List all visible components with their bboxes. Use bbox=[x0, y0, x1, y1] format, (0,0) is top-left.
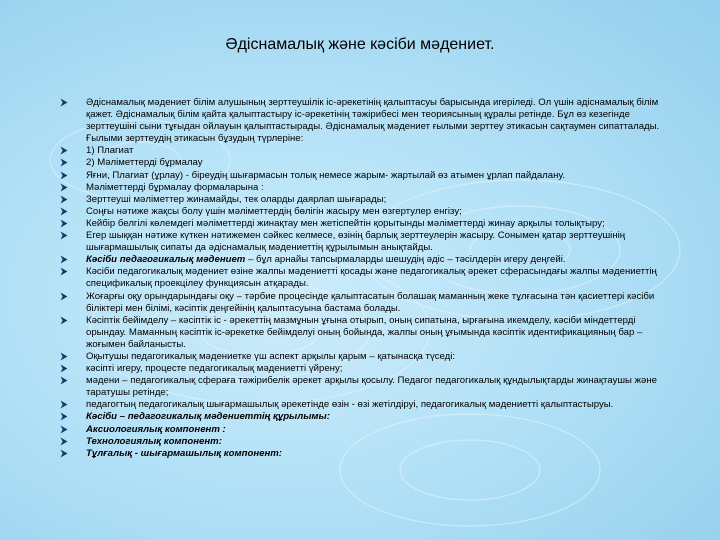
list-item-text: Әдіснамалық мәдениет білім алушының зерттеушілік іс-әрекетінің қалыптасуы барысында игеріледі. Ол үшін әдіснамалық білім қажет. Әдіснамалық білім қайта қалыптастыру іс-әрекетінің тәжірибесі мен теориясының құралы ретінде. Бұл өз кезегінде зерттеушіні сыни тұғыдан ойлауын қалыптастырады. Әдіснамалық мәдениет ғылыми зерттеу этикасын сақтаумен сипатталады. Ғылыми зерттеудің этикасын бұзудың түрлеріне: bbox=[86, 97, 660, 145]
arrow-bullet-icon bbox=[60, 352, 68, 361]
arrow-bullet-icon bbox=[60, 219, 68, 228]
arrow-bullet-icon bbox=[60, 292, 68, 301]
arrow-bullet-icon bbox=[60, 316, 68, 325]
list-item-text: кәсіпті игеру, процесте педагогикалық мәдениетті үйрену; bbox=[86, 363, 343, 375]
list-item-text: Аксиологиялық компонент : bbox=[86, 423, 226, 435]
list-item-text: Оқытушы педагогикалық мәдениетке үш аспект арқылы қарым – қатынасқа түседі: bbox=[86, 350, 456, 362]
list-item-text: Мәліметтерді бұрмалау формаларына : bbox=[86, 181, 264, 193]
list-item-text: Соңғы нәтиже жақсы болу үшін мәліметтердің бөлігін жасыру мен өзгертулер енгізу; bbox=[86, 205, 462, 217]
list-item-text: Технологиялық компонент: bbox=[86, 435, 222, 447]
list-item bbox=[60, 230, 670, 254]
arrow-bullet-icon bbox=[60, 171, 68, 180]
arrow-bullet-icon bbox=[60, 146, 68, 155]
arrow-bullet-icon bbox=[60, 437, 68, 446]
arrow-bullet-icon bbox=[60, 98, 68, 107]
arrow-bullet-icon bbox=[60, 376, 68, 385]
arrow-bullet-icon bbox=[60, 449, 68, 458]
list-item-text: педагогтың педагогикалық шығармашылық әрекетінде өзін - өзі жетілдіруі, педагогикалық мәдениетті қалыптастыруы. bbox=[86, 399, 614, 411]
arrow-bullet-icon bbox=[60, 412, 68, 421]
list-item bbox=[60, 363, 670, 375]
arrow-bullet-icon bbox=[60, 158, 68, 167]
list-item-text: Кәсіптік бейімделу – кәсіптік іс - әрекеттің мазмұнын ұғына отырып, оның сипатына, ырғағына икемделу, кәсіби міндеттерді орындау. Маманның кәсіптік іс-әрекетке бейімделуі оның бойында, жалпы оның ұғымында кәсіптік идентификацияның бар – жоғымен байланысты. bbox=[86, 314, 643, 350]
arrow-bullet-icon bbox=[60, 195, 68, 204]
list-item bbox=[60, 351, 670, 363]
bullet-list bbox=[60, 97, 670, 460]
list-item bbox=[60, 266, 670, 290]
list-item-text: Жоғарғы оқу орындарындағы оқу – тәрбие процесінде қалыптасатын болашақ маманның жеке тұлғасына тән қасиеттері кәсіби біліктері мен білімі, кәсіптік деңгейінің қалыптасуына бастама болады. bbox=[86, 290, 655, 314]
list-item-text: Кәсіби педагогикалық мәдениет bbox=[86, 254, 246, 266]
arrow-bullet-icon bbox=[60, 364, 68, 373]
list-item bbox=[60, 291, 670, 315]
list-item bbox=[60, 411, 670, 423]
list-item bbox=[60, 218, 670, 230]
arrow-bullet-icon bbox=[60, 267, 68, 276]
list-item bbox=[60, 315, 670, 351]
arrow-bullet-icon bbox=[60, 183, 68, 192]
list-item-text: Яғни, Плагиат (ұрлау) - біреудің шығармасын толық немесе жарым- жартылай өз атымен ұрлап пайдалану. bbox=[86, 169, 565, 181]
list-item bbox=[60, 448, 670, 460]
slide-title: Әдіснамалық және кәсіби мәдениет. bbox=[225, 36, 495, 53]
list-item bbox=[60, 145, 670, 157]
list-item bbox=[60, 194, 670, 206]
arrow-bullet-icon bbox=[60, 207, 68, 216]
list-item bbox=[60, 436, 670, 448]
list-item bbox=[60, 375, 670, 399]
list-item-text-tail: – бұл арнайы тапсырмаларды шешудің әдіс – тәсілдерін игеру деңгейі. bbox=[245, 254, 566, 266]
list-item bbox=[60, 424, 670, 436]
list-item-text: Тұлғалық - шығармашылық компонент: bbox=[86, 447, 282, 459]
list-item bbox=[60, 157, 670, 169]
list-item bbox=[60, 399, 670, 411]
list-item-text: Егер шыққан нәтиже күткен нәтижемен сәйкес келмесе, өзінің барлық зерттеулерін жасыру. Сонымен қатар зерттеушінің шығармашылық сипаты да әдіснамалық мәдениеттің құрылымын анықтайды. bbox=[86, 230, 626, 254]
list-item-text: Кәсіби – педагогикалық мәдениеттің құрылымы: bbox=[86, 411, 330, 423]
arrow-bullet-icon bbox=[60, 425, 68, 434]
arrow-bullet-icon bbox=[60, 400, 68, 409]
list-item-text: мәдени – педагогикалық сфераға тәжірибелік әрекет арқылы қосылу. Педагог педагогикалық құндылықтарды жинақтаушы және таратушы ретінде; bbox=[86, 375, 658, 399]
list-item bbox=[60, 97, 670, 145]
list-item bbox=[60, 254, 670, 266]
arrow-bullet-icon bbox=[60, 255, 68, 264]
arrow-bullet-icon bbox=[60, 231, 68, 240]
list-item bbox=[60, 206, 670, 218]
list-item-text: Зерттеуші мәліметтер жинамайды, тек оларды даярлап шығарады; bbox=[86, 193, 387, 205]
list-item-text: Кәсіби педагогикалық мәдениет өзіне жалпы мәдениетті қосады және педагогикалық әрекет сферасындағы жалпы мәдениеттің спецификалық проекцілеу функциясын атқарады. bbox=[86, 266, 657, 290]
list-item-text: 1) Плагиат bbox=[86, 145, 134, 157]
list-item-text: 2) Мәліметтерді бұрмалау bbox=[86, 157, 203, 169]
list-item-text: Кейбір белгілі көлемдегі мәліметтерді жинақтау мен жетіспейтін қорытынды мәліметтерді жинау арқылы толықтыру; bbox=[86, 217, 605, 229]
list-item bbox=[60, 182, 670, 194]
list-item bbox=[60, 170, 670, 182]
